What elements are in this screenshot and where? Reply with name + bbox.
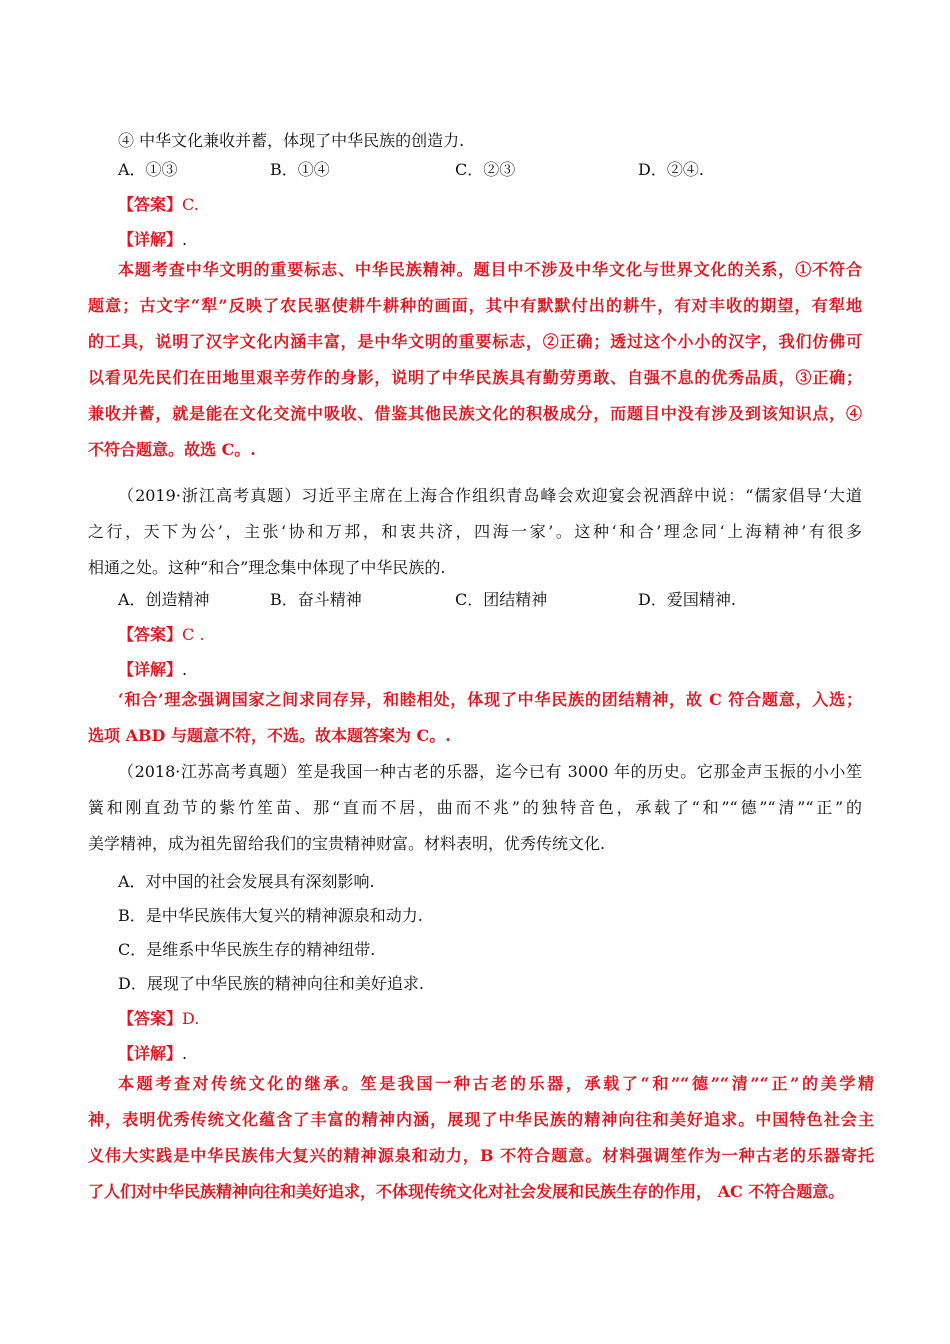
q2-option-a: A．创造精神 [118,590,210,609]
detail-suffix: . [182,230,188,249]
answer-value: C. [182,195,199,214]
detail-label: 【详解】 [118,1044,183,1063]
answer-label: 【答案】 [118,625,183,644]
q3-option-a: A．对中国的社会发展具有深刻影响. [118,872,375,891]
q3-explanation-line: 了人们对中华民族精神向往和美好追求，不体现传统文化对社会发展和民族生存的作用， AC 不符合题意。 [88,1182,845,1201]
q3-explanation-line: 本题考查对传统文化的继承。笙是我国一种古老的乐器，承载了“和”“德”“清”“正”的美学精 [118,1074,874,1093]
answer-label: 【答案】 [118,195,183,214]
q2-explanation-line: 选项 ABD 与题意不符，不选。故本题答案为 C。. [88,726,451,745]
q3-option-d: D．展现了中华民族的精神向往和美好追求. [118,974,424,993]
answer-value: D. [182,1009,200,1028]
q2-stem-line: （2019·浙江高考真题）习近平主席在上海合作组织青岛峰会欢迎宴会祝酒辞中说：“儒家倡导‘大道 [118,486,862,505]
q1-option-b: B．①④ [270,160,330,179]
q2-stem [88,478,862,586]
q3-option-b: B．是中华民族伟大复兴的精神源泉和动力. [118,906,423,925]
q1-answer [118,195,199,215]
q3-detail-heading [118,1044,187,1064]
q1-explanation-line: 兼收并蓄，就是能在文化交流中吸收、借鉴其他民族文化的积极成分，而题目中没有涉及到该知识点，④ [88,404,862,423]
q2-answer [118,625,204,645]
detail-suffix: . [182,1044,188,1063]
q1-explanation-line: 不符合题意。故选 C。. [88,440,256,459]
q2-detail-heading [118,660,187,680]
q1-option-item-4: ④ 中华文化兼收并蓄，体现了中华民族的创造力. [118,131,465,150]
detail-suffix: . [182,660,188,679]
q1-explanation-line: 以看见先民们在田地里艰辛劳作的身影，说明了中华民族具有勤劳勇敢、自强不息的优秀品质，③正确； [88,368,862,387]
answer-value: C . [182,625,205,644]
q2-explanation-line: ‘和合’理念强调国家之间求同存异，和睦相处，体现了中华民族的团结精神，故 C 符合题意，入选； [118,690,862,709]
q1-explanation [88,252,862,468]
detail-label: 【详解】 [118,660,183,679]
q1-detail-heading [118,230,187,250]
q1-explanation-line: 题意；古文字“犁”反映了农民驱使耕牛耕种的画面，其中有默默付出的耕牛，有对丰收的期望，有犁地 [88,296,862,315]
q3-explanation-line: 义伟大实践是中华民族伟大复兴的精神源泉和动力，B 不符合题意。材料强调笙作为一种古老的乐器寄托 [88,1146,874,1165]
q3-stem [88,754,862,862]
q3-stem-line: 簧和刚直劲节的紫竹笙苗、那“直而不居，曲而不兆”的独特音色，承载了“和”“德”“清”“正”的 [88,798,862,817]
q2-option-d: D．爱国精神. [638,590,736,609]
q1-explanation-line: 的工具，说明了汉字文化内涵丰富，是中华文明的重要标志，②正确；透过这个小小的汉字，我们仿佛可 [88,332,862,351]
q2-stem-line: 之行，天下为公’，主张‘协和万邦，和衷共济，四海一家’。这种‘和合’理念同‘上海精神’有很多 [88,522,862,541]
q1-option-d: D．②④. [638,160,704,179]
q2-option-c: C．团结精神 [455,590,548,609]
q1-option-a: A．①③ [118,160,178,179]
q3-option-c: C．是维系中华民族生存的精神纽带. [118,940,376,959]
detail-label: 【详解】 [118,230,183,249]
q2-explanation [88,682,862,754]
q3-answer [118,1009,199,1029]
answer-label: 【答案】 [118,1009,183,1028]
q3-stem-line: 美学精神，成为祖先留给我们的宝贵精神财富。材料表明，优秀传统文化. [88,834,606,853]
q3-explanation [88,1066,874,1210]
q1-explanation-line: 本题考查中华文明的重要标志、中华民族精神。题目中不涉及中华文化与世界文化的关系，①不符合 [118,260,862,279]
q2-stem-line: 相通之处。这种“和合”理念集中体现了中华民族的. [88,558,446,577]
q2-option-b: B．奋斗精神 [270,590,362,609]
q1-option-c: C．②③ [455,160,516,179]
q3-explanation-line: 神，表明优秀传统文化蕴含了丰富的精神内涵，展现了中华民族的精神向往和美好追求。中国特色社会主 [88,1110,874,1129]
q3-stem-line: （2018·江苏高考真题）笙是我国一种古老的乐器，迄今已有 3000 年的历史。它那金声玉振的小小笙 [118,762,862,781]
